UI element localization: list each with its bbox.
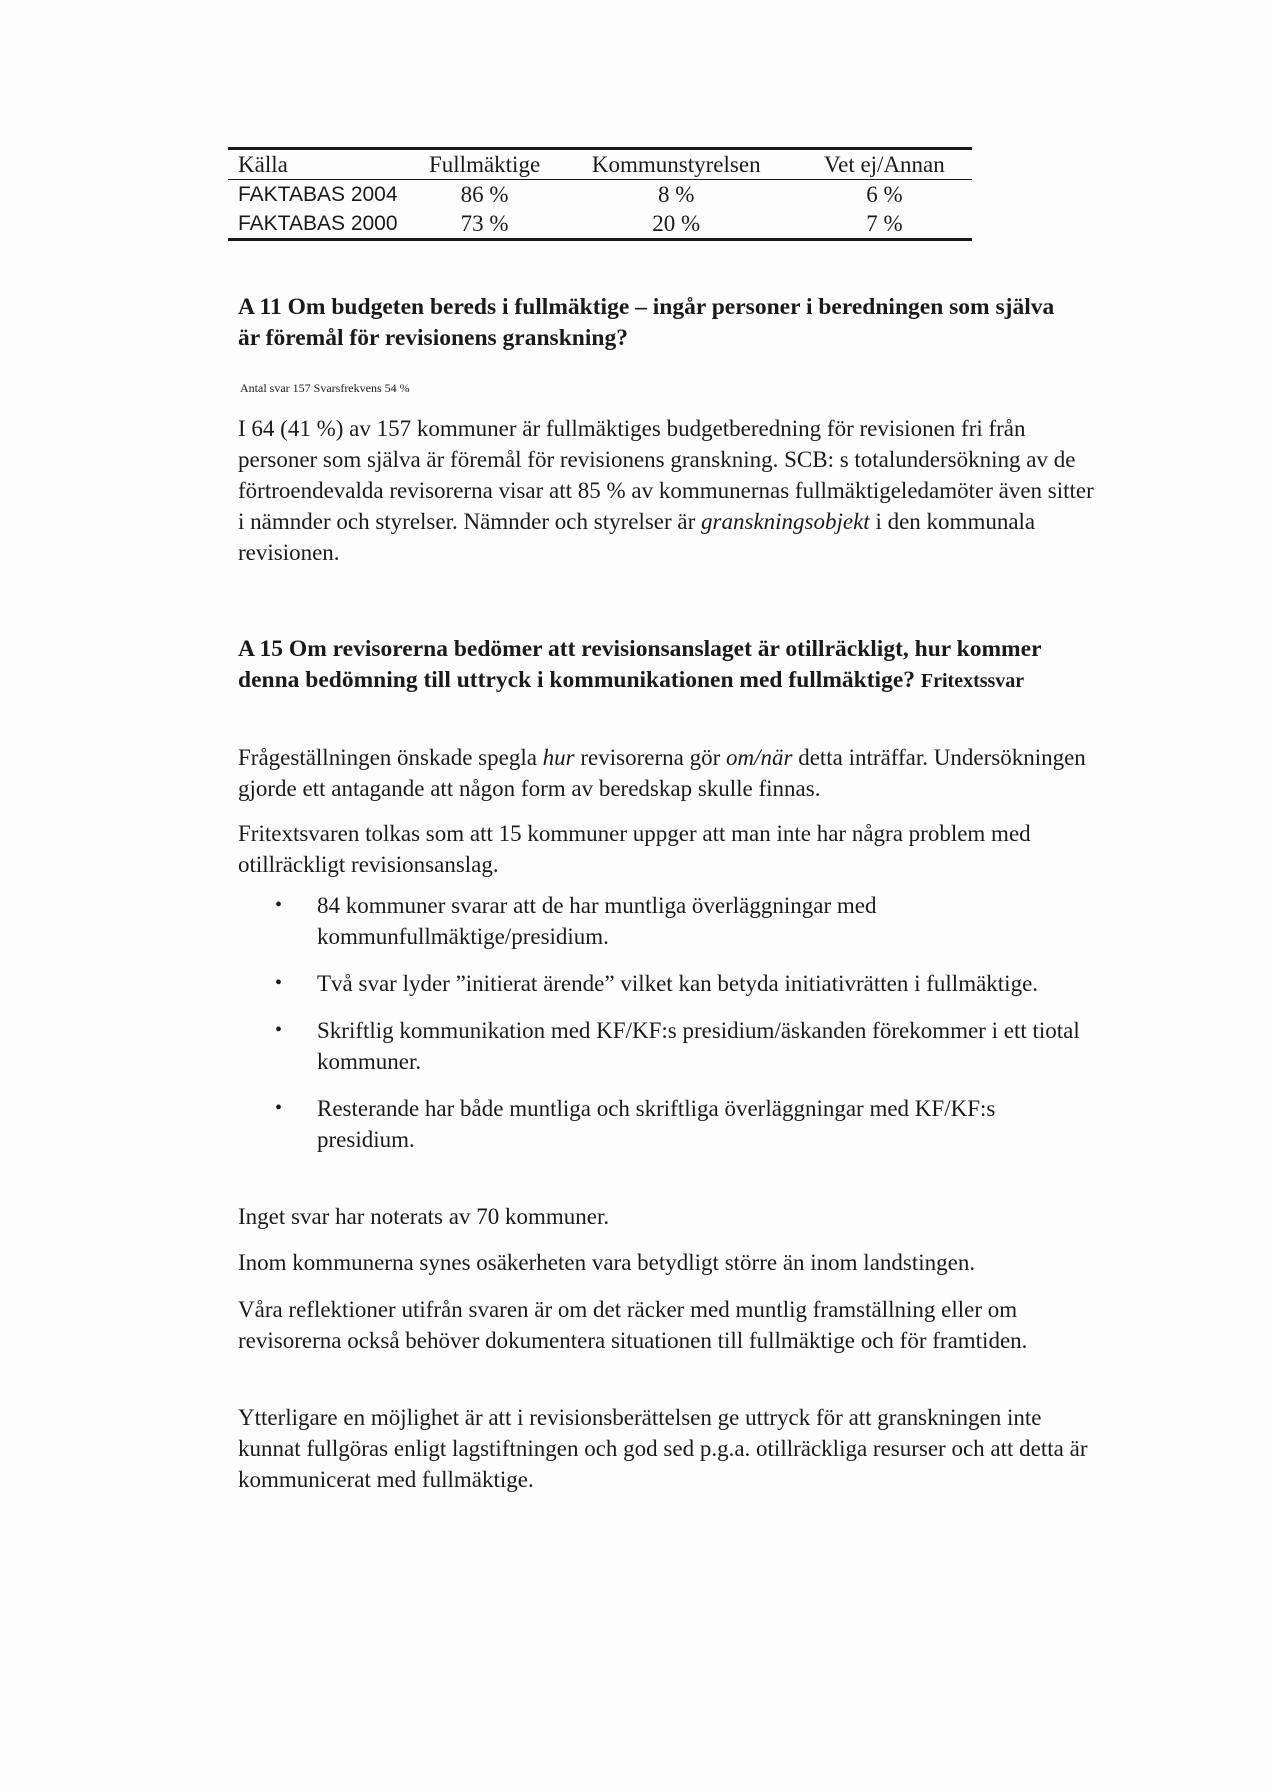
bullet-icon: • [275,1097,283,1119]
list-item-text: 84 kommuner svarar att de har muntliga överläggningar med kommunfullmäktige/presidium. [317,893,877,949]
list-item [270,890,1090,952]
table-header-row [228,149,972,180]
list-item [270,1093,1090,1155]
a11-text-1: I 64 (41 %) av 157 kommuner är fullmäktiges budgetberedning för revisionen fri från personer som själva är föremål för revisionens granskning. SCB: s totalundersökning av de förtroendevalda revisorerna visar att 85 % av kommunernas fullmäktigeledamöter även sitter i nämnder och styrelser. Nämnder och styrelser är [238,416,1094,534]
bullet-list [270,890,1090,1171]
table-cell: 73 % [460,210,509,236]
a15-paragraph-2: Fritextsvaren tolkas som att 15 kommuner uppger att man inte har några problem med otillräckligt revisionsanslag. [238,821,1031,877]
table-cell: 8 % [658,181,695,207]
table-row [228,180,972,210]
table-cell: 7 % [866,210,903,236]
bullet-icon: • [275,1019,283,1041]
response-rate-note: Antal svar 157 Svarsfrekvens 54 % [240,381,410,395]
list-item-text: Skriftlig kommunikation med KF/KF:s presidium/äskanden förekommer i ett tiotal kommuner. [317,1018,1080,1074]
table-cell: FAKTABAS 2004 [238,182,398,206]
list-item [270,1015,1090,1077]
a15-paragraph-3: Inget svar har noterats av 70 kommuner. [238,1204,610,1229]
header-vet-ej: Vet ej/Annan [824,151,945,177]
bullet-icon: • [275,972,283,994]
list-item [270,968,1090,999]
a15-heading-text: A 15 Om revisorerna bedömer att revisionsanslaget är otillräckligt, hur kommer denna bedömning till uttryck i kommunikationen med fullmäktige? [238,636,1042,693]
a15-p1-text-c: detta inträffar. Undersökningen gjorde ett antagande att någon form av beredskap skulle finnas. [238,745,1086,801]
a15-p1-text-a: Frågeställningen önskade spegla [238,745,543,770]
a11-italic-term: granskningsobjekt [701,509,870,534]
table-cell: FAKTABAS 2000 [238,211,398,235]
section-a15-heading [238,634,1078,697]
section-a11-paragraph [238,413,1098,568]
a15-paragraph-6: Ytterligare en möjlighet är att i revisionsberättelsen ge uttryck för att granskningen inte kunnat fullgöras enligt lagstiftningen och god sed p.g.a. otillräckliga resurser och att detta är kommunicerat med fullmäktige. [238,1405,1088,1492]
a15-p1-text-b: revisorerna gör [574,745,726,770]
a15-p1-italic-hur: hur [542,745,575,770]
a15-p1-italic-omnar: om/när [725,745,793,770]
a11-text-2: i den kommunala revisionen. [238,509,1036,565]
table-row [228,209,972,240]
table-cell: 20 % [652,210,701,236]
section-a11-heading: A 11 Om budgeten bereds i fullmäktige – ingår personer i beredningen som själva är föremål för revisionens granskning? [238,294,1055,351]
list-item-text: Två svar lyder ”initierat ärende” vilket kan betyda initiativrätten i fullmäktige. [317,971,1039,996]
a15-paragraph-4: Inom kommunerna synes osäkerheten vara betydligt större än inom landstingen. [238,1250,976,1275]
bullet-icon: • [275,894,283,916]
table-cell: 6 % [866,181,903,207]
a15-paragraph-1 [238,742,1098,804]
table-cell: 86 % [460,181,509,207]
list-item-text: Resterande har både muntliga och skriftliga överläggningar med KF/KF:s presidium. [317,1096,996,1152]
header-kalla: Källa [238,151,288,177]
a15-heading-suffix: Fritextssvar [920,670,1025,692]
header-kommunstyrelsen: Kommunstyrelsen [591,151,761,177]
a15-paragraph-5: Våra reflektioner utifrån svaren är om det räcker med muntlig framställning eller om revisorerna också behöver dokumentera situationen till fullmäktige och för framtiden. [238,1297,1028,1353]
source-table [228,147,972,241]
header-fullmaktige: Fullmäktige [429,151,541,177]
